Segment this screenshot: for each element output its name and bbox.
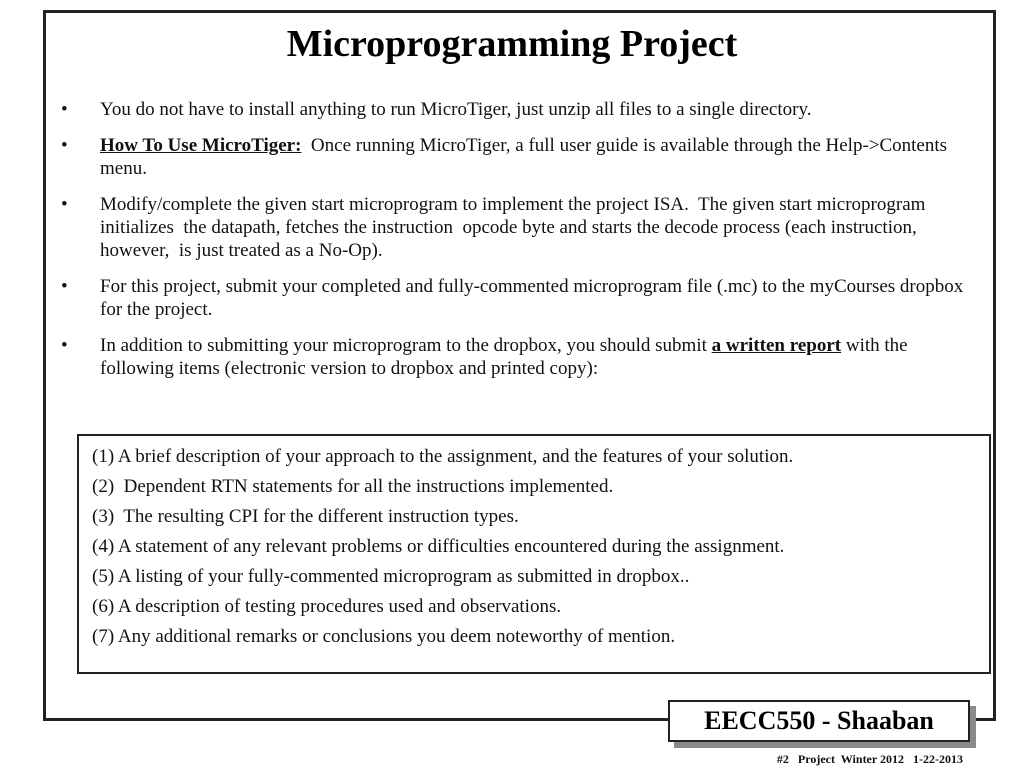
report-items-box [77, 434, 991, 674]
report-item: (5) A listing of your fully-commented microprogram as submitted in dropbox.. [92, 566, 690, 587]
bullet-item [55, 193, 985, 262]
bullet-list [55, 98, 985, 393]
bullet-text: Modify/complete the given start microprogram to implement the project ISA. The given start microprogram initializes the datapath, fetches the instruction opcode byte and starts the decode process (each instruction, however, is just treated as a No-Op). [100, 194, 931, 261]
report-item: (7) Any additional remarks or conclusions you deem noteworthy of mention. [92, 626, 676, 647]
written-report-emphasis: a written report [711, 335, 842, 356]
report-item: (3) The resulting CPI for the different instruction types. [92, 506, 519, 527]
report-item: (1) A brief description of your approach to the assignment, and the features of your solution. [92, 446, 794, 467]
bullet-item [55, 275, 985, 321]
footer-slide-info: #2 Project Winter 2012 1-22-2013 [776, 752, 963, 766]
bullet-item [55, 134, 985, 180]
bullet-dot: • [61, 335, 68, 356]
bullet-item [55, 98, 985, 121]
bullet-dot: • [61, 276, 68, 297]
bullet-text: Once running MicroTiger, a full user guide is available through the Help->Contents menu. [100, 135, 952, 179]
footer-badge: EECC550 - Shaaban [668, 700, 970, 742]
report-item: (6) A description of testing procedures used and observations. [92, 596, 562, 617]
bullet-text: with the following items (electronic version to dropbox and printed copy): [100, 335, 908, 379]
slide-title: Microprogramming Project [286, 23, 738, 65]
report-item: (4) A statement of any relevant problems or difficulties encountered during the assignment. [92, 536, 785, 557]
bullet-text: You do not have to install anything to run MicroTiger, just unzip all files to a single directory. [100, 99, 812, 120]
bullet-dot: • [61, 99, 68, 120]
bullet-item [55, 334, 985, 380]
bullet-text: In addition to submitting your microprogram to the dropbox, you should submit [100, 335, 712, 356]
bullet-text: For this project, submit your completed and fully-commented microprogram file (.mc) to the myCourses dropbox for the project. [100, 276, 964, 320]
bullet-dot: • [61, 194, 68, 215]
bullet-heading: How To Use MicroTiger: [100, 135, 302, 156]
report-item: (2) Dependent RTN statements for all the instructions implemented. [92, 476, 614, 497]
bullet-dot: • [61, 135, 68, 156]
